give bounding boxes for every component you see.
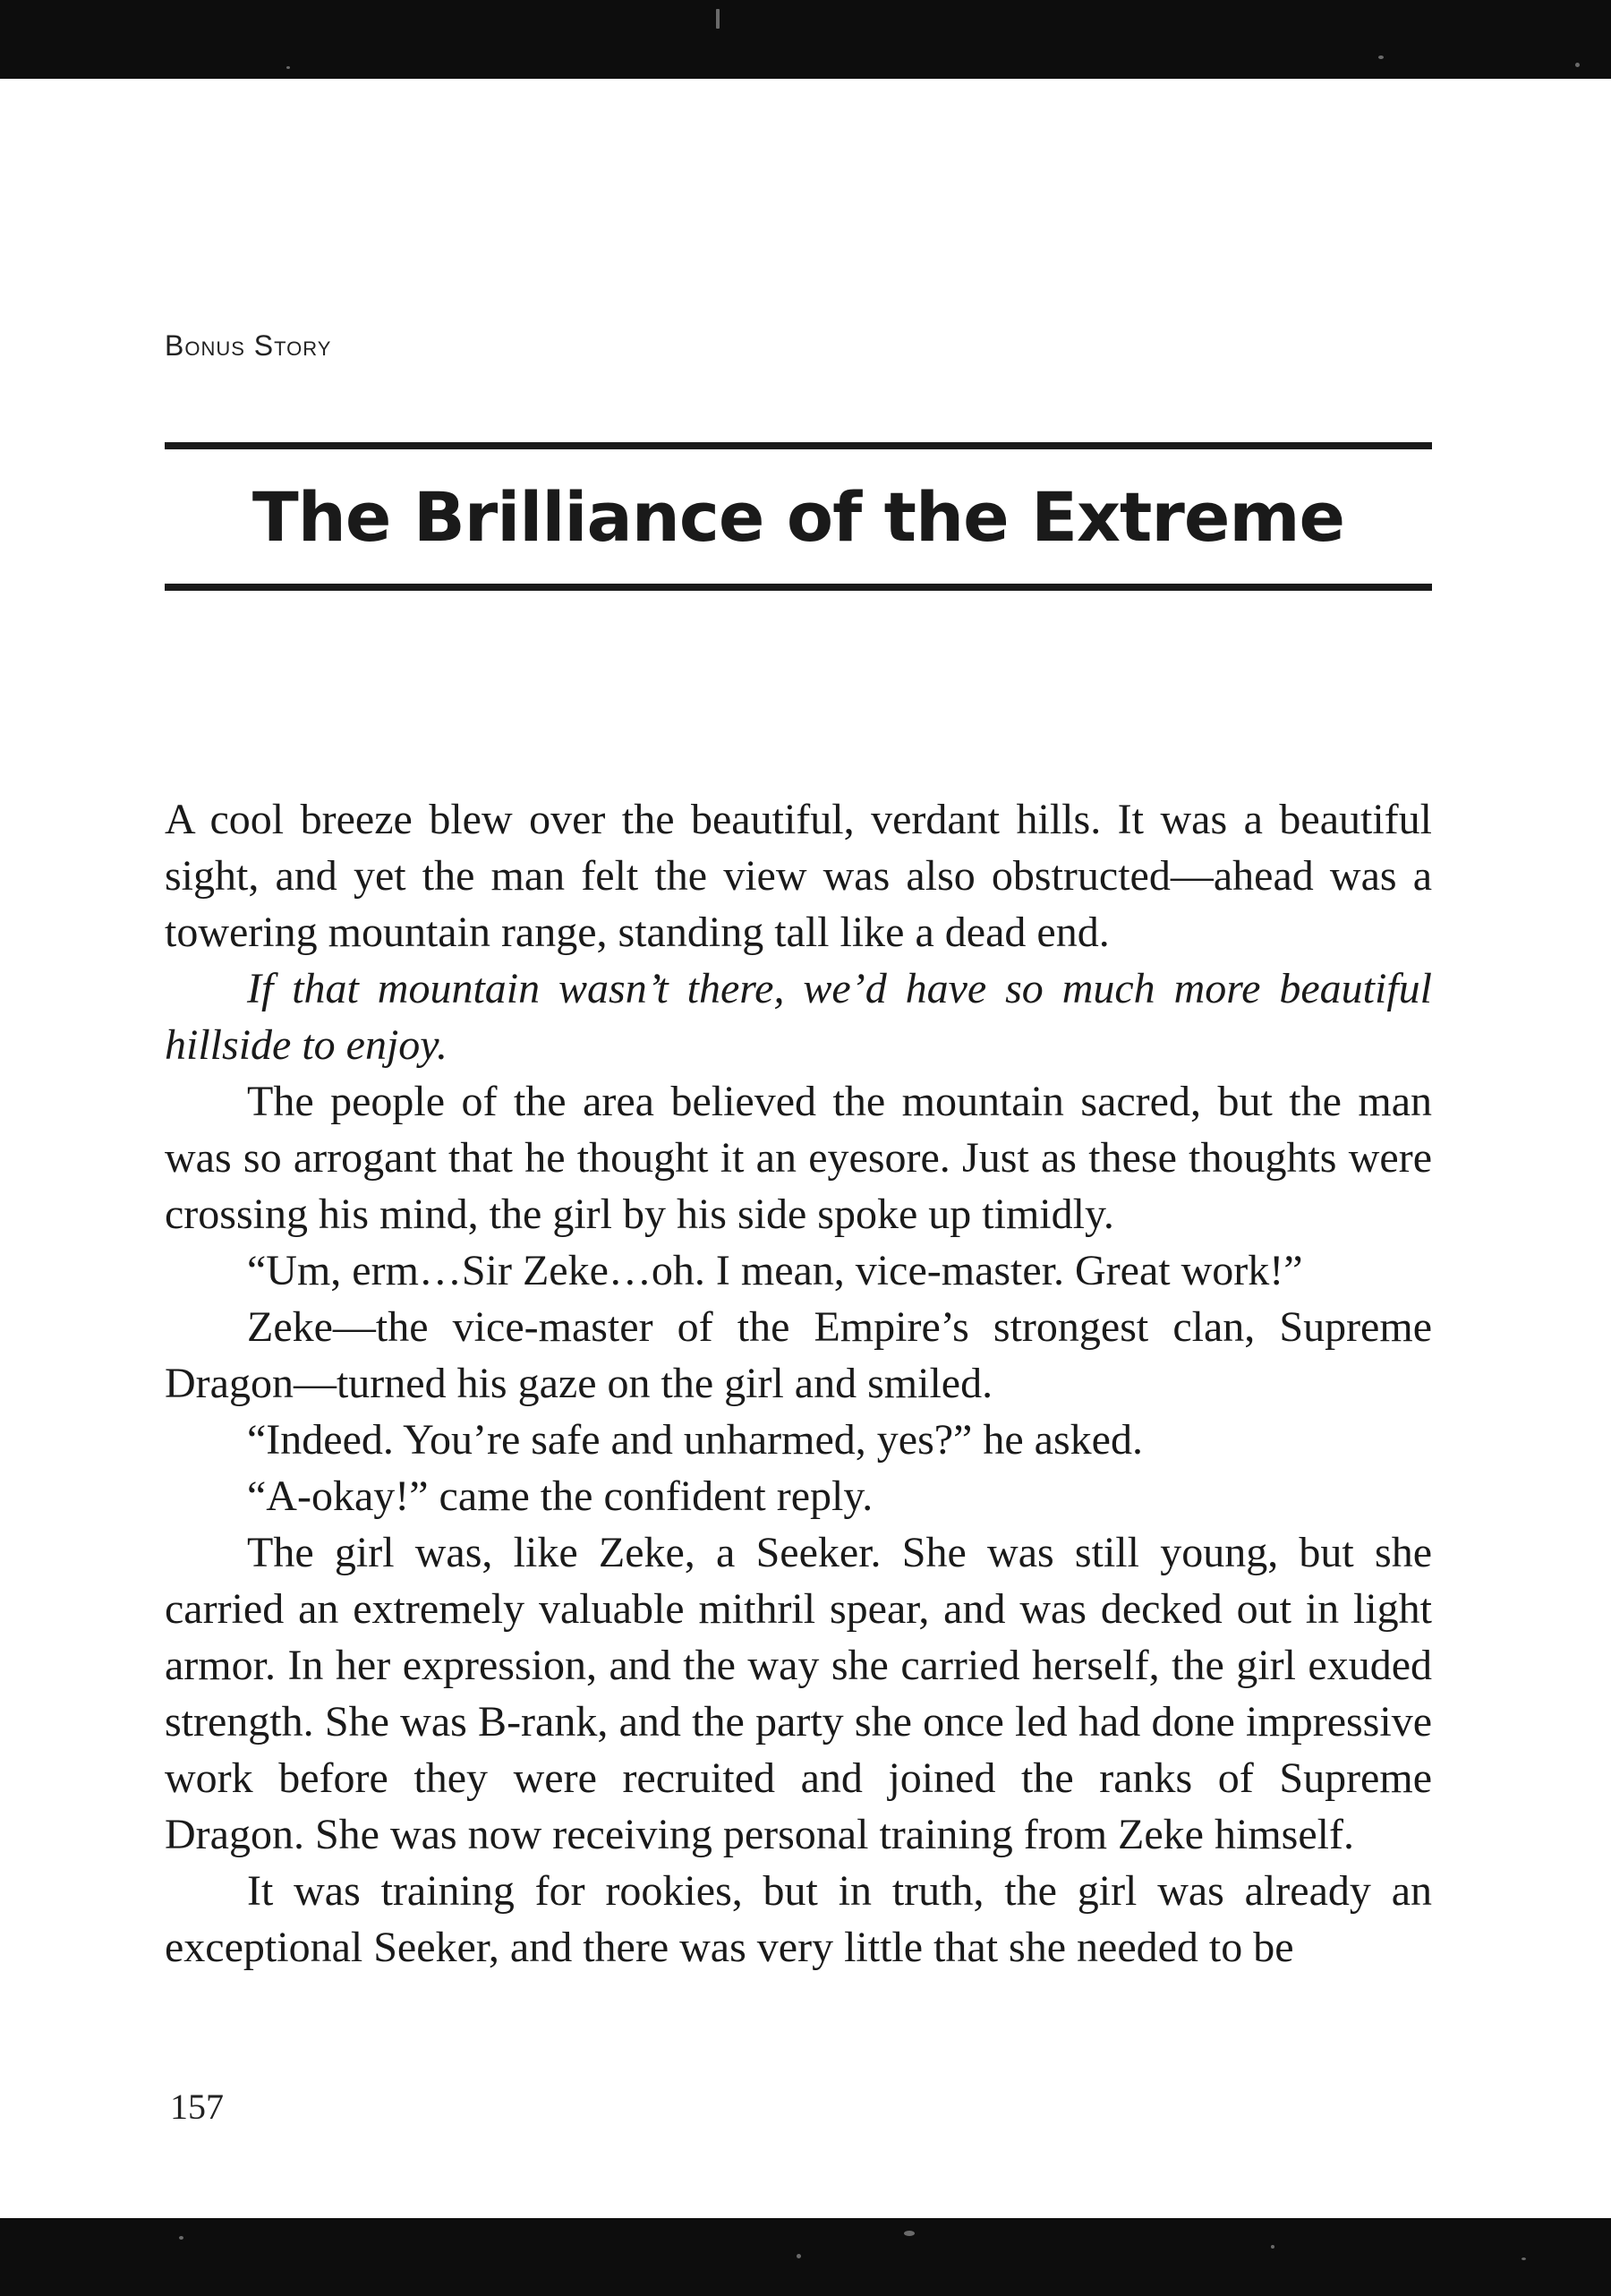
title-rule-top xyxy=(165,442,1432,449)
story-body xyxy=(165,791,1432,1976)
paragraph-dialogue: “Um, erm…Sir Zeke…oh. I mean, vice-master. Great work!” xyxy=(247,1247,1303,1294)
paragraph: Zeke—the vice-master of the Empire’s strongest clan, Supreme Dragon—turned his gaze on the girl and smiled. xyxy=(165,1303,1432,1407)
section-label: Bonus Story xyxy=(165,329,332,362)
paragraph: The people of the area believed the mountain sacred, but the man was so arrogant that he thought it an eyesore. Just as these thoughts were crossing his mind, the girl by his side spoke up timidly. xyxy=(165,1078,1432,1238)
paragraph: The girl was, like Zeke, a Seeker. She was still young, but she carried an extremely valuable mithril spear, and was decked out in light armor. In her expression, and the way she carried herself, the girl exuded strength. She was B-rank, and the party she once led had done impressive work before they were recruited and joined the ranks of Supreme Dragon. She was now receiving personal training from Zeke himself. xyxy=(165,1529,1432,1858)
page-number: 157 xyxy=(170,2087,224,2127)
title-rule-bottom xyxy=(165,584,1432,591)
paragraph-dialogue: “Indeed. You’re safe and unharmed, yes?” he asked. xyxy=(247,1416,1143,1464)
scan-border-top xyxy=(0,0,1611,79)
paragraph-dialogue: “A-okay!” came the confident reply. xyxy=(247,1472,874,1520)
chapter-title: The Brilliance of the Extreme xyxy=(251,477,1345,557)
paragraph: A cool breeze blew over the beautiful, verdant hills. It was a beautiful sight, and yet the man felt the view was also obstructed—ahead was a towering mountain range, standing tall like a dead end. xyxy=(165,796,1432,956)
paragraph: It was training for rookies, but in truth, the girl was already an exceptional Seeker, and there was very little that she needed to be xyxy=(165,1867,1432,1971)
scan-border-bottom xyxy=(0,2218,1611,2296)
paragraph-italic-thought: If that mountain wasn’t there, we’d have so much more beautiful hillside to enjoy. xyxy=(165,965,1432,1069)
